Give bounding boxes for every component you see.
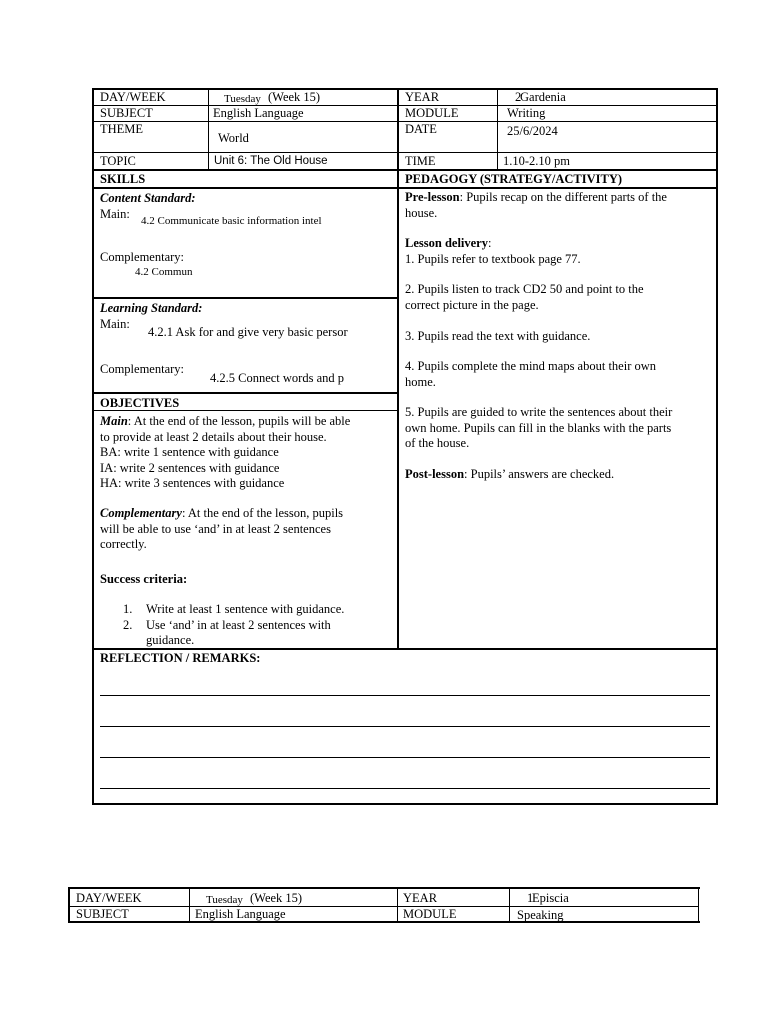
cs-complementary-label: Complementary: bbox=[100, 250, 185, 264]
objectives-main-label: Main bbox=[100, 414, 128, 428]
delivery-step-1: 1. Pupils refer to textbook page 77. bbox=[405, 251, 581, 266]
table2-bottom-border bbox=[68, 921, 700, 923]
pre-lesson bbox=[405, 190, 667, 221]
ls-complementary-label: Complementary: bbox=[100, 362, 185, 376]
delivery-step-4-line-1: 4. Pupils complete the mind maps about their own bbox=[405, 359, 657, 373]
delivery-step-4 bbox=[405, 359, 656, 390]
objectives-comp-label: Complementary bbox=[100, 506, 182, 520]
post-lesson bbox=[405, 467, 614, 483]
criteria-text-2: Use ‘and’ in at least 2 sentences with bbox=[146, 618, 331, 632]
section-divider bbox=[93, 297, 398, 299]
reflection-line bbox=[100, 757, 710, 758]
delivery-step-5-line-2: own home. Pupils can fill in the blanks with the parts bbox=[405, 420, 672, 435]
row-divider bbox=[93, 187, 717, 189]
subject-value: English Language bbox=[213, 106, 304, 120]
reflection-title: REFLECTION / REMARKS: bbox=[100, 651, 261, 665]
theme-label: THEME bbox=[100, 122, 144, 136]
ls-main-label: Main: bbox=[100, 317, 130, 331]
objective-ha: HA: write 3 sentences with guidance bbox=[100, 476, 285, 490]
criteria-text-1: Write at least 1 sentence with guidance. bbox=[146, 602, 345, 616]
ls-complementary-value: 4.2.5 Connect words and p bbox=[210, 371, 345, 385]
delivery-step-5 bbox=[405, 405, 672, 452]
t2-subject-label: SUBJECT bbox=[76, 907, 129, 921]
post-lesson-text: : Pupils’ answers are checked. bbox=[464, 467, 615, 481]
module-label: MODULE bbox=[405, 106, 459, 120]
t2-day-week-label: DAY/WEEK bbox=[76, 891, 142, 905]
reflection-line bbox=[100, 695, 710, 696]
date-value: 25/6/2024 bbox=[507, 124, 558, 138]
objectives-comp-text: : At the end of the lesson, pupils bbox=[181, 506, 344, 520]
table2-top-border bbox=[68, 887, 700, 889]
t2-subject-value: English Language bbox=[195, 907, 286, 921]
criteria-num-2: 2. bbox=[123, 618, 133, 632]
col-divider bbox=[497, 89, 498, 170]
time-label: TIME bbox=[405, 154, 436, 168]
delivery-step-5-line-3: of the house. bbox=[405, 436, 470, 450]
t2-year-prefix: 1 bbox=[527, 891, 534, 905]
col-divider bbox=[68, 887, 70, 923]
t2-year-label: YEAR bbox=[403, 891, 438, 905]
module-value: Writing bbox=[507, 106, 546, 120]
theme-value: World bbox=[218, 131, 249, 145]
row-divider bbox=[69, 906, 699, 907]
date-label: DATE bbox=[405, 122, 437, 136]
t2-week-value: (Week 15) bbox=[250, 891, 303, 905]
year-value: Gardenia bbox=[520, 90, 566, 104]
year-label: YEAR bbox=[405, 90, 440, 104]
cs-main-value: 4.2 Communicate basic information intel bbox=[141, 215, 322, 227]
objective-ba: BA: write 1 sentence with guidance bbox=[100, 445, 279, 459]
col-divider bbox=[698, 888, 699, 922]
delivery-step-5-line-1: 5. Pupils are guided to write the sentences about their bbox=[405, 405, 673, 419]
delivery-step-3: 3. Pupils read the text with guidance. bbox=[405, 329, 591, 343]
t2-module-label: MODULE bbox=[403, 907, 457, 921]
time-value: 1.10-2.10 pm bbox=[503, 154, 571, 168]
topic-label: TOPIC bbox=[100, 154, 136, 168]
t2-day-value: Tuesday bbox=[206, 894, 243, 906]
objectives-comp-text-cont: will be able to use ‘and’ in at least 2 sentences bbox=[100, 521, 331, 536]
content-standard-label: Content Standard: bbox=[100, 191, 196, 205]
skills-title: SKILLS bbox=[100, 172, 146, 186]
day-week-label: DAY/WEEK bbox=[100, 90, 166, 104]
delivery-step-2 bbox=[405, 282, 644, 313]
objectives-complementary bbox=[100, 506, 343, 553]
year-prefix: 2 bbox=[515, 90, 522, 104]
col-divider bbox=[397, 89, 399, 649]
section-divider bbox=[93, 392, 398, 394]
reflection-line bbox=[100, 726, 710, 727]
cs-main-label: Main: bbox=[100, 207, 130, 221]
objectives-main-text: : At the end of the lesson, pupils will be able bbox=[127, 414, 351, 428]
learning-standard-label: Learning Standard: bbox=[100, 301, 203, 315]
objective-ia: IA: write 2 sentences with guidance bbox=[100, 460, 280, 475]
reflection-line bbox=[100, 788, 710, 789]
week-value: (Week 15) bbox=[268, 90, 321, 104]
section-divider bbox=[93, 410, 398, 411]
section-divider bbox=[93, 648, 717, 650]
delivery-step-4-line-2: home. bbox=[405, 374, 436, 389]
criteria-num-1: 1. bbox=[123, 602, 133, 616]
subject-label: SUBJECT bbox=[100, 106, 153, 120]
delivery-step-2-line-2: correct picture in the page. bbox=[405, 297, 539, 312]
col-divider bbox=[509, 888, 510, 922]
post-lesson-label: Post-lesson bbox=[405, 467, 465, 481]
pedagogy-title: PEDAGOGY (STRATEGY/ACTIVITY) bbox=[405, 172, 623, 186]
criteria-text-2-cont: guidance. bbox=[146, 633, 195, 647]
lesson-delivery-colon: : bbox=[487, 236, 492, 250]
col-divider bbox=[189, 888, 190, 922]
delivery-step-2-line-1: 2. Pupils listen to track CD2 50 and point to the bbox=[405, 282, 644, 296]
objectives-main-text-cont: to provide at least 2 details about their house. bbox=[100, 429, 327, 444]
cs-complementary-value: 4.2 Commun bbox=[135, 266, 193, 278]
day-value: Tuesday bbox=[224, 93, 261, 105]
lesson-delivery-label: Lesson delivery bbox=[405, 236, 488, 250]
topic-value: Unit 6: The Old House bbox=[214, 155, 328, 167]
col-divider bbox=[397, 888, 398, 922]
row-divider bbox=[93, 169, 717, 171]
ls-main-value: 4.2.1 Ask for and give very basic persor bbox=[148, 325, 348, 339]
objectives-main bbox=[100, 414, 350, 492]
lesson-delivery bbox=[405, 236, 581, 267]
success-criteria-label: Success criteria: bbox=[100, 572, 188, 586]
pre-lesson-text-cont: house. bbox=[405, 205, 438, 220]
t2-module-value: Speaking bbox=[517, 908, 564, 922]
t2-year-value: Episcia bbox=[532, 891, 569, 905]
objectives-comp-text-end: correctly. bbox=[100, 537, 147, 551]
pre-lesson-label: Pre-lesson bbox=[405, 190, 460, 204]
col-divider bbox=[208, 89, 209, 170]
objectives-title: OBJECTIVES bbox=[100, 396, 180, 410]
pre-lesson-text: : Pupils recap on the different parts of the bbox=[459, 190, 667, 204]
row-divider bbox=[93, 152, 717, 153]
